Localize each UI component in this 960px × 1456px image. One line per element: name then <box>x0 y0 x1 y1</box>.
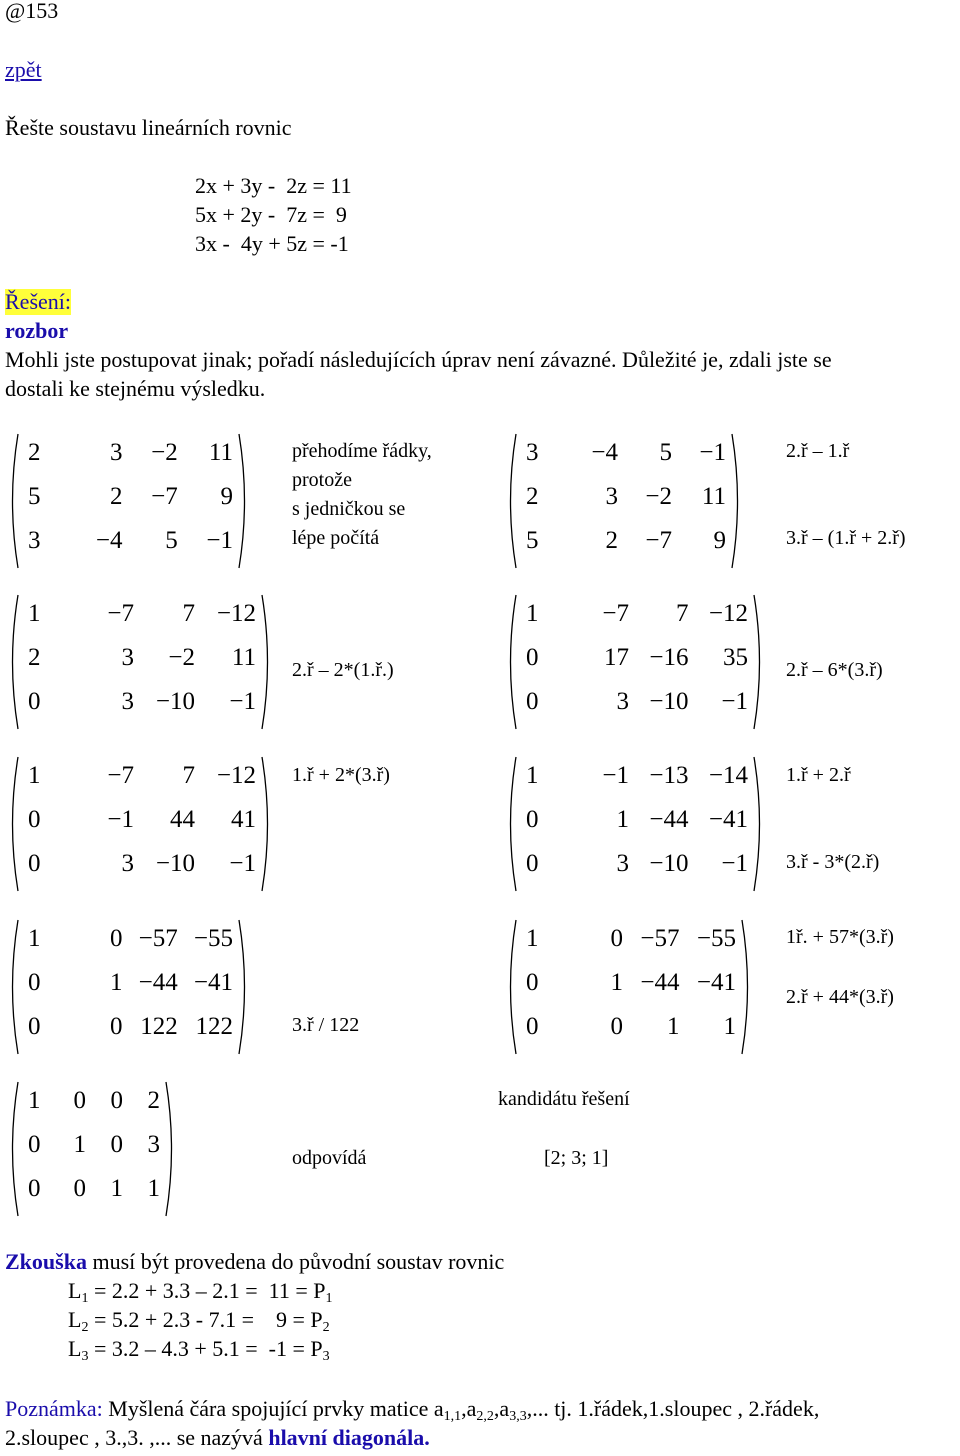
matrix-cell: 0 <box>28 806 41 833</box>
matrix-cell: 3 <box>526 439 539 466</box>
matrix-cell: 9 <box>220 483 233 510</box>
right-bracket <box>239 920 245 1054</box>
matrix-cell: −1 <box>699 439 726 466</box>
op-2: 2.ř – 2*(1.ř.) <box>292 659 394 681</box>
matrix-cell: 3 <box>147 1131 160 1158</box>
matrix-cell: 11 <box>231 644 256 671</box>
matrix-cell: 1 <box>616 806 629 833</box>
matrix-cell: 1 <box>667 1013 680 1040</box>
matrix-cell: −10 <box>649 688 689 715</box>
matrix-cell: −13 <box>649 762 689 789</box>
matrix-cell: 5 <box>659 439 672 466</box>
matrix-cell: 11 <box>208 439 233 466</box>
matrix-cell: −1 <box>602 762 629 789</box>
matrix-cell: 3 <box>121 850 134 877</box>
matrix-cell: −7 <box>645 527 672 554</box>
matrix-3 <box>6 593 274 731</box>
candidate-solution: [2; 3; 1] <box>544 1147 609 1169</box>
note-line-2: 2.sloupec , 3.,3. ,... se nazývá hlavní diagonála. <box>5 1425 430 1450</box>
matrix-cell: −41 <box>696 969 736 996</box>
matrix-1 <box>6 432 251 570</box>
matrix-cell: 0 <box>73 1175 86 1202</box>
matrix-cell: 1 <box>723 1013 736 1040</box>
intro-line-2: dostali ke stejnému výsledku. <box>5 376 266 401</box>
matrix-cell: 2 <box>28 644 41 671</box>
swap-note-2: protože <box>292 469 352 491</box>
matrix-cell: 0 <box>526 688 539 715</box>
op-5b: 3.ř - 3*(2.ř) <box>786 851 880 873</box>
matrix-cell: −1 <box>206 527 233 554</box>
matrix-cell: 5 <box>28 483 41 510</box>
matrix-cell: 0 <box>110 1013 123 1040</box>
matrix-cell: 0 <box>610 925 623 952</box>
page-id: @153 <box>5 0 59 23</box>
matrix-cell: 1 <box>110 1175 123 1202</box>
matrix-cell: 11 <box>701 483 726 510</box>
matrix-6 <box>504 755 766 893</box>
matrix-cell: 2 <box>28 439 41 466</box>
matrix-cell: 2 <box>147 1087 160 1114</box>
back-link[interactable]: zpět <box>5 57 42 82</box>
matrix-7 <box>6 918 251 1056</box>
matrix-cell: −41 <box>708 806 748 833</box>
matrix-cell: −44 <box>138 969 178 996</box>
matrix-cell: 7 <box>676 600 689 627</box>
matrix-cell: −16 <box>649 644 689 671</box>
matrix-4 <box>504 593 766 731</box>
intro-line-1: Mohli jste postupovat jinak; pořadí následujících úprav není závazné. Důležité je, zdali jste se <box>5 347 832 372</box>
matrix-cell: −1 <box>721 688 748 715</box>
matrix-cell: 3 <box>616 850 629 877</box>
matrix-cell: 1 <box>28 925 41 952</box>
right-bracket <box>754 757 760 891</box>
matrix-cell: −10 <box>649 850 689 877</box>
check-text: musí být provedena do původní soustav rovnic <box>86 1249 505 1274</box>
task-heading: Řešte soustavu lineárních rovnic <box>5 115 292 140</box>
matrix-cell: 0 <box>526 1013 539 1040</box>
op-5a: 1.ř + 2.ř <box>786 764 851 786</box>
note-label: Poznámka: <box>5 1396 103 1421</box>
check-line-1: $L_1 = 2.2 + 3.3 - 2.1 = 11 = P_1$ <box>68 1278 333 1306</box>
matrix-cell: −7 <box>602 600 629 627</box>
matrix-cell: 0 <box>526 644 539 671</box>
matrix-cell: −10 <box>155 850 195 877</box>
matrix-cell: 2 <box>605 527 618 554</box>
main-diagonal-term: hlavní diagonála. <box>268 1425 430 1450</box>
matrix-cell: −7 <box>151 483 178 510</box>
swap-note-3: s jedničkou se <box>292 498 406 520</box>
matrix-cell: 41 <box>231 806 256 833</box>
matrix-cell: 7 <box>182 762 195 789</box>
equation-1: 2x + 3y - 2z = 11 <box>195 173 352 198</box>
matrix-cell: −12 <box>216 600 256 627</box>
matrix-cell: −4 <box>591 439 618 466</box>
matrix-cell: 1 <box>526 600 539 627</box>
matrix-cell: 3 <box>616 688 629 715</box>
right-bracket <box>732 434 738 568</box>
matrix-cell: 1 <box>147 1175 160 1202</box>
matrix-cell: −57 <box>138 925 178 952</box>
matrix-cell: −7 <box>107 600 134 627</box>
matrix-cell: 0 <box>28 850 41 877</box>
matrix-cell: 1 <box>526 925 539 952</box>
solution-label: Řešení: <box>5 289 71 314</box>
matrix-cell: 0 <box>73 1087 86 1114</box>
matrix-cell: 0 <box>526 969 539 996</box>
matrix-cell: −57 <box>640 925 680 952</box>
matrix-cell: 122 <box>195 1013 233 1040</box>
op-3: 2.ř – 6*(3.ř) <box>786 659 883 681</box>
matrix-cell: −14 <box>708 762 748 789</box>
matrix-cell: 35 <box>723 644 748 671</box>
matrix-cell: −2 <box>151 439 178 466</box>
equation-3: 3x - 4y + 5z = -1 <box>195 231 349 256</box>
matrix-cell: −12 <box>216 762 256 789</box>
swap-note-4: lépe počítá <box>292 527 380 549</box>
matrix-cell: 7 <box>182 600 195 627</box>
matrix-cell: 1 <box>73 1131 86 1158</box>
right-bracket <box>239 434 245 568</box>
right-bracket <box>166 1082 172 1216</box>
matrix-cell: 1 <box>28 762 41 789</box>
matrix-cell: −44 <box>649 806 689 833</box>
op-6: 3.ř / 122 <box>292 1014 360 1036</box>
matrix-cell: −1 <box>229 850 256 877</box>
matrix-cell: −2 <box>645 483 672 510</box>
op-1b: 3.ř – (1.ř + 2.ř) <box>786 527 906 549</box>
matrix-cell: 3 <box>121 688 134 715</box>
check-label: Zkouška <box>5 1249 87 1274</box>
matrix-cell: 0 <box>28 1131 41 1158</box>
matrix-cell: 5 <box>165 527 178 554</box>
corresponds-label: odpovídá <box>292 1147 367 1169</box>
matrix-cell: −41 <box>193 969 233 996</box>
matrix-cell: 0 <box>526 806 539 833</box>
matrix-cell: 0 <box>28 1013 41 1040</box>
right-bracket <box>742 920 748 1054</box>
matrix-cell: −1 <box>721 850 748 877</box>
matrix-cell: −55 <box>193 925 233 952</box>
right-bracket <box>262 757 268 891</box>
op-1a: 2.ř – 1.ř <box>786 440 850 462</box>
matrix-cell: 2 <box>526 483 539 510</box>
matrix-cell: 122 <box>140 1013 178 1040</box>
note-line-1: Poznámka: Myšlená čára spojující prvky matice $a_{1,1},a_{2,2},a_{3,3}$,... tj. 1.řádek,1.sloupec , 2.řádek, <box>5 1396 820 1424</box>
matrix-cell: 3 <box>121 644 134 671</box>
matrix-cell: −1 <box>229 688 256 715</box>
matrix-cell: −1 <box>107 806 134 833</box>
matrix-2 <box>504 432 744 570</box>
matrix-cell: −2 <box>168 644 195 671</box>
op-7b: 2.ř + 44*(3.ř) <box>786 986 894 1008</box>
matrix-cell: 17 <box>604 644 629 671</box>
matrix-cell: −44 <box>640 969 680 996</box>
matrix-cell: 44 <box>170 806 195 833</box>
matrix-cell: 3 <box>28 527 41 554</box>
check-intro <box>5 1249 504 1275</box>
matrix-cell: 1 <box>526 762 539 789</box>
op-4: 1.ř + 2*(3.ř) <box>292 764 390 786</box>
op-7a: 1ř. + 57*(3.ř) <box>786 926 894 948</box>
matrix-cell: −10 <box>155 688 195 715</box>
rozbor-label: rozbor <box>5 318 69 343</box>
matrix-cell: 0 <box>110 1131 123 1158</box>
matrix-cell: 0 <box>28 688 41 715</box>
matrix-cell: 3 <box>605 483 618 510</box>
matrix-cell: 1 <box>110 969 123 996</box>
matrix-8 <box>504 918 754 1056</box>
matrix-cell: −4 <box>95 527 123 554</box>
matrix-cell: 0 <box>110 1087 123 1114</box>
matrix-9 <box>6 1080 178 1218</box>
matrix-cell: 2 <box>110 483 123 510</box>
matrix-cell: 1 <box>610 969 623 996</box>
matrix-cell: 0 <box>110 925 123 952</box>
matrix-cell: −7 <box>107 762 134 789</box>
matrix-cell: 1 <box>28 600 41 627</box>
check-line-2: $L_2 = 5.2 + 2.3 - 7.1$ = $9 = P_2$ <box>68 1307 330 1335</box>
right-bracket <box>754 595 760 729</box>
right-bracket <box>262 595 268 729</box>
equation-2: 5x + 2y - 7z = 9 <box>195 202 347 227</box>
matrix-cell: 9 <box>713 527 726 554</box>
swap-note-1: přehodíme řádky, <box>292 440 432 462</box>
matrix-cell: 5 <box>526 527 539 554</box>
matrix-cell: 1 <box>28 1087 41 1114</box>
matrix-cell: 0 <box>28 1175 41 1202</box>
matrix-cell: 0 <box>610 1013 623 1040</box>
check-line-3: $L_3 = 3.2 - 4.3 + 5.1 = -1 = P_3$ <box>68 1336 330 1364</box>
matrix-cell: −55 <box>696 925 736 952</box>
matrix-cell: −12 <box>708 600 748 627</box>
matrix-cell: 0 <box>28 969 41 996</box>
matrix-cell: 3 <box>110 439 123 466</box>
matrix-5 <box>6 755 274 893</box>
matrix-cell: 0 <box>526 850 539 877</box>
candidate-label: kandidátu řešení <box>498 1088 630 1110</box>
